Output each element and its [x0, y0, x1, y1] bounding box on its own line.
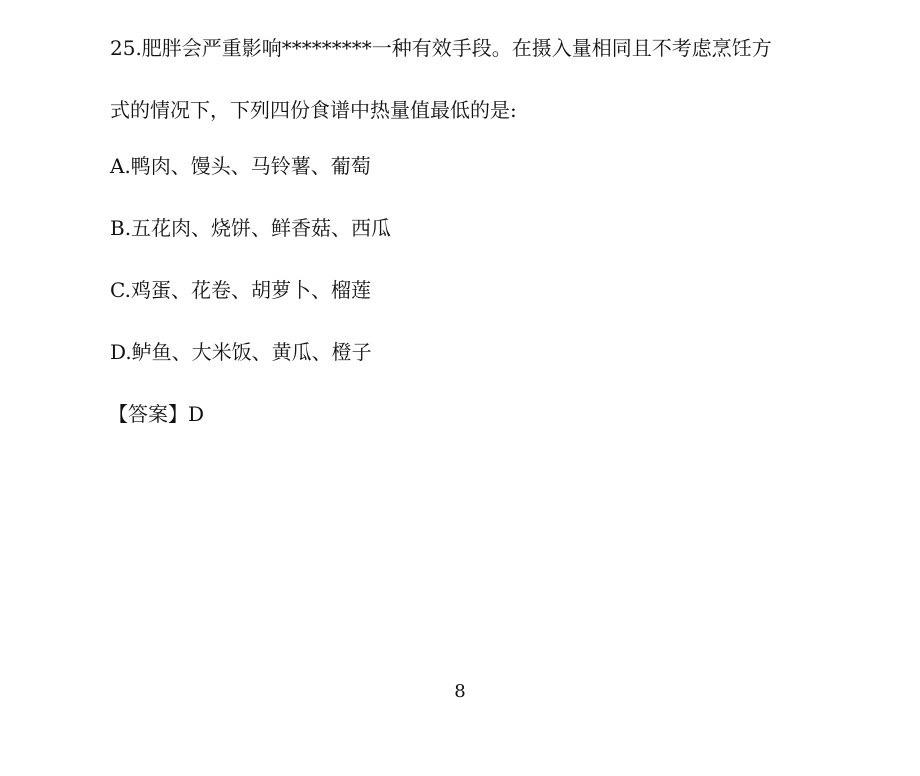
option-a: A.鸭肉、馒头、马铃薯、葡萄: [110, 154, 371, 178]
option-d: D.鲈鱼、大米饭、黄瓜、橙子: [110, 340, 372, 364]
question-text-line-2: 式的情况下，下列四份食谱中热量值最低的是:: [110, 98, 517, 122]
question-text-line-1: 25.肥胖会严重影响*********一种有效手段。在摄入量相同且不考虑烹饪方: [110, 36, 772, 60]
page-number: 8: [454, 681, 466, 702]
option-c: C.鸡蛋、花卷、胡萝卜、榴莲: [110, 278, 371, 302]
answer-text: 【答案】D: [108, 402, 205, 426]
option-b: B.五花肉、烧饼、鲜香菇、西瓜: [110, 216, 392, 240]
